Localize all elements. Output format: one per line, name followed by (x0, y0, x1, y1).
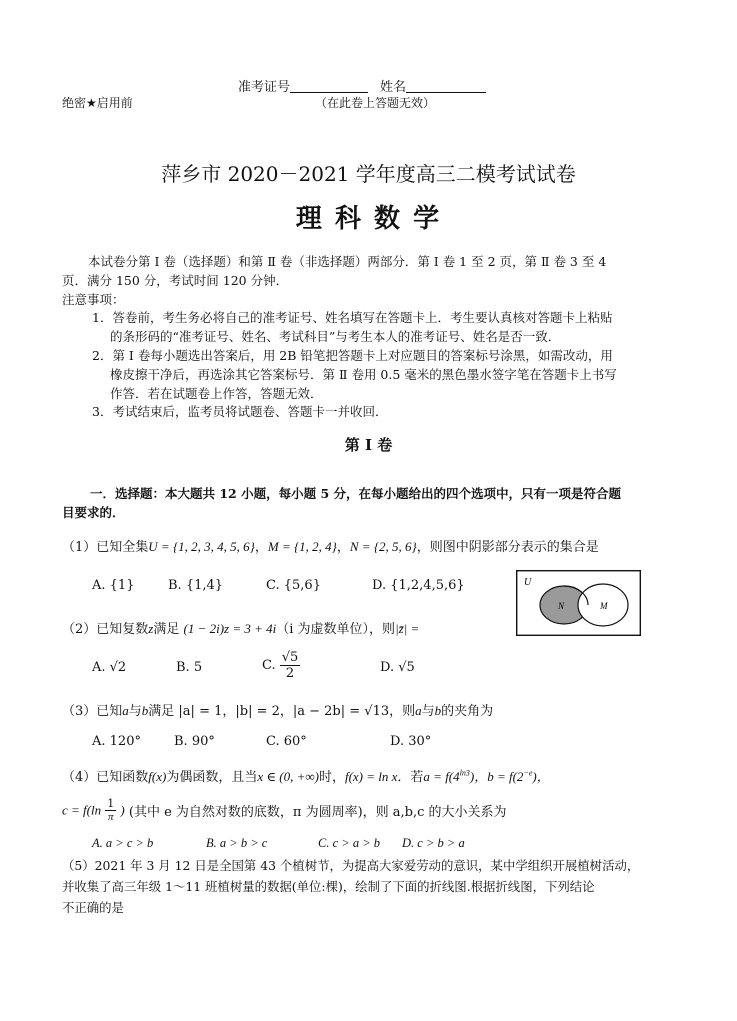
q4-option-c[interactable]: C. c > a > b (318, 836, 381, 850)
q4-if: ．若 (397, 770, 424, 785)
q3-vector-b: b (141, 703, 149, 718)
exam-id-blank[interactable] (290, 80, 368, 93)
q2-mid: 满足 (153, 622, 180, 637)
q3-vector-a-2: a (415, 703, 422, 718)
q4-c-def: c = f(ln (62, 802, 102, 818)
venn-label-M: M (600, 601, 608, 611)
q3-option-d[interactable]: D. 30° (390, 734, 432, 749)
q4-fx: f(x) (148, 769, 167, 784)
q1-set-U: U = {1, 2, 3, 4, 5, 6} (148, 539, 255, 554)
secret-label: 绝密★启用前 (62, 96, 133, 110)
venn-label-N: N (558, 601, 565, 611)
note-2-line-3: 作答．若在试题卷上作答，答题无效． (110, 386, 323, 401)
q2-prefix: （2）已知复数 (62, 622, 149, 637)
q2-option-b[interactable]: B. 5 (176, 660, 203, 675)
exam-title: 萍乡市 2020－2021 学年度高三二模考试试卷 (161, 162, 576, 186)
venn-diagram (516, 570, 641, 636)
exam-id-field (238, 76, 368, 95)
intro-line-2: 页．满分 150 分，考试时间 120 分钟． (62, 273, 289, 288)
subject-title: 理 科 数 学 (295, 204, 442, 234)
q2-abs: |z̄| = (395, 621, 420, 636)
q4-option-b[interactable]: B. a > b > c (206, 836, 268, 850)
q3-option-a[interactable]: A. 120° (92, 734, 141, 749)
note-2-line-1: 2．第 Ⅰ 卷每小题选出答案后，用 2B 铅笔把答题卡上对应题目的答案标号涂黑，如需改动，用 (92, 348, 613, 363)
q3-vector-a: a (122, 703, 129, 718)
q2-option-c-fraction (280, 650, 301, 681)
q2-option-c[interactable] (262, 650, 300, 681)
q1-set-N: N = {2, 5, 6} (349, 539, 417, 554)
q4-c-numerator: 1 (107, 797, 115, 810)
q4-c-denominator: π (107, 811, 114, 823)
q2-option-c-label: C. (262, 658, 276, 673)
q4-when: 时， (318, 770, 345, 785)
q1-option-d[interactable]: D. {1,2,4,5,6} (372, 578, 465, 593)
q4-even: 为偶函数，且当 (166, 770, 258, 785)
q4-b-exponent: −e (523, 768, 533, 778)
name-label: 姓名 (380, 80, 407, 95)
q3-and: 与 (128, 704, 142, 719)
q3-option-c[interactable]: C. 60° (266, 734, 307, 749)
q4-question: (其中 e 为自然对数的底数，π 为圆周率)，则 a,b,c 的大小关系为 (128, 805, 507, 820)
question-5-line-1: （5）2021 年 3 月 12 日是全国第 43 个植树节，为提高大家爱劳动的意识，某中学组织开展植树活动， (62, 858, 640, 873)
question-5-line-3: 不正确的是 (62, 900, 124, 915)
question-4-line-2 (62, 797, 507, 824)
part1-instructions-2: 目要求的． (62, 505, 125, 520)
name-blank[interactable] (406, 80, 486, 93)
q4-prefix: （4）已知函数 (62, 770, 149, 785)
q3-and-2: 与 (421, 704, 435, 719)
note-1-line-2: 的条形码的“准考证号、姓名、考试科目”与考生本人的准考证号、姓名是否一致． (110, 329, 561, 344)
q4-a-close: ) (469, 769, 475, 784)
q3-prefix: （3）已知 (62, 704, 123, 719)
q1-option-b[interactable]: B. {1,4} (168, 578, 224, 593)
question-2-stem (62, 618, 419, 637)
q3-option-b[interactable]: B. 90° (174, 734, 215, 749)
invalid-note: （在此卷上答题无效） (315, 96, 436, 110)
q3-vector-b-2: b (434, 703, 442, 718)
q4-b-def: ，b = f(2 (474, 769, 524, 784)
q4-definition: f(x) = ln x (344, 769, 398, 784)
q4-c-close: ) (120, 802, 125, 818)
q4-b-close: )， (532, 769, 550, 784)
q1-suffix: ，则图中阴影部分表示的集合是 (416, 540, 599, 555)
q2-paren: （i 为虚数单位），则 (276, 622, 396, 637)
question-3-stem (62, 700, 493, 719)
q2-z: z (148, 621, 154, 636)
name-field (380, 76, 486, 95)
q3-conditions: 满足 |a| = 1，|b| = 2，|a − 2b| = √13，则 (148, 704, 416, 719)
venn-label-U: U (524, 577, 532, 588)
q2-option-c-denominator: 2 (285, 666, 295, 681)
intro-line-1: 本试卷分第 Ⅰ 卷（选择题）和第 Ⅱ 卷（非选择题）两部分．第 Ⅰ 卷 1 至 2 页，第 Ⅱ 卷 3 至 4 (88, 254, 607, 269)
note-2-line-2: 橡皮擦干净后，再选涂其它答案标号．第 Ⅱ 卷用 0.5 毫米的黑色墨水签字笔在答题卡上书写 (110, 367, 617, 382)
q2-option-a[interactable]: A. √2 (92, 660, 127, 675)
q4-option-a[interactable]: A. a > c > b (92, 836, 154, 850)
q1-option-c[interactable]: C. {5,6} (266, 578, 321, 593)
note-1-line-1: 1．答卷前，考生务必将自己的准考证号、姓名填写在答题卡上．考生要认真核对答题卡上粘贴 (92, 310, 613, 325)
note-3: 3．考试结束后，监考员将试题卷、答题卡一并收回． (92, 404, 388, 419)
q1-set-M: M = {1, 2, 4} (267, 539, 337, 554)
q2-option-c-numerator: √5 (281, 650, 299, 665)
notes-label: 注意事项： (62, 292, 125, 307)
question-1-stem: （1）已知全集U = {1, 2, 3, 4, 5, 6}，M = {1, 2, 4}，N = {2, 5, 6}，则图中阴影部分表示的集合是 (62, 539, 599, 555)
q2-equation: (1 − 2i)z = 3 + 4i (183, 621, 277, 636)
exam-id-label: 准考证号 (238, 80, 291, 95)
q1-option-a[interactable]: A. {1} (92, 578, 135, 593)
q4-domain: x ∈ (0, +∞) (257, 769, 319, 784)
q2-option-d[interactable]: D. √5 (380, 660, 415, 675)
question-4-line-1 (62, 766, 550, 785)
part1-instructions-1: 一．选择题：本大题共 12 小题，每小题 5 分，在每小题给出的四个选项中，只有一项是符合题 (90, 486, 622, 501)
question-5-line-2: 并收集了高三年级 1～11 班植树量的数据(单位:棵)，绘制了下面的折线图.根据折线图，下列结论 (62, 879, 595, 894)
q3-suffix: 的夹角为 (441, 704, 494, 719)
q4-c-fraction (105, 797, 116, 824)
q4-a-def: a = f(4 (423, 769, 460, 784)
section-title: 第 Ⅰ 卷 (344, 436, 393, 454)
q4-option-d[interactable]: D. c > b > a (402, 836, 465, 850)
q1-prefix: （1）已知全集 (62, 540, 149, 555)
q4-a-exponent: ln3 (459, 768, 470, 778)
